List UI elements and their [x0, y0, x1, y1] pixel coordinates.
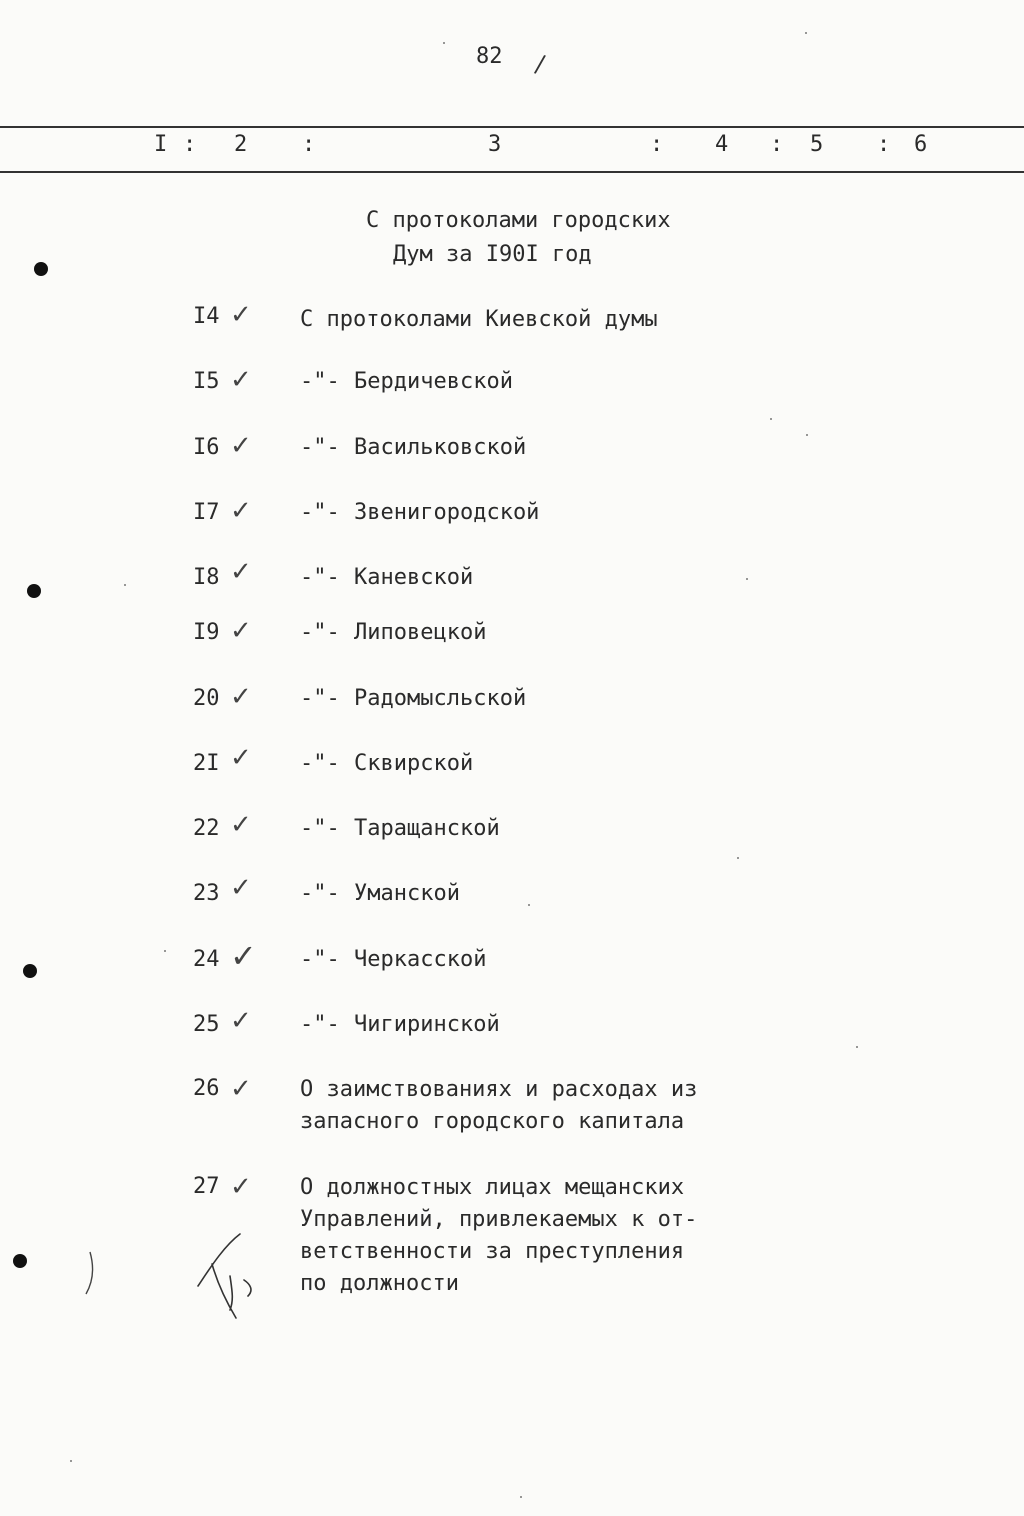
check-mark-icon: ✓ [230, 1172, 252, 1202]
item-number: I9 [193, 620, 220, 645]
ditto-mark: -"- [300, 947, 340, 972]
item-title-line: запасного городского капитала [300, 1109, 685, 1134]
item-title: Уманской [354, 881, 460, 906]
page-number: 82 [476, 44, 503, 69]
ditto-mark: -"- [300, 751, 340, 776]
ditto-mark: -"- [300, 686, 340, 711]
check-mark-icon: ✓ [230, 1006, 252, 1036]
item-title [300, 1074, 697, 1138]
item-number: 23 [193, 881, 220, 906]
item-title: Таращанской [354, 816, 500, 841]
item-title: Сквирской [354, 751, 474, 776]
item-number: 20 [193, 686, 220, 711]
item-title-line: ветственности за преступления [300, 1239, 685, 1264]
column-separator: : [302, 132, 316, 157]
column-header-3: 3 [488, 132, 502, 157]
item-title: Звенигородской [354, 500, 540, 525]
check-mark-icon: ✓ [230, 365, 252, 395]
item-title-line: Управлений, привлекаемых к от- [300, 1207, 698, 1232]
column-separator: : [770, 132, 784, 157]
item-title: Черкасской [354, 947, 487, 972]
item-number: I6 [193, 435, 220, 460]
table-rule-bottom [0, 171, 1024, 173]
check-mark-icon: ✓ [230, 937, 257, 975]
column-separator: : [877, 132, 891, 157]
item-number: I5 [193, 369, 220, 394]
section-title-line: С протоколами городских [366, 208, 671, 233]
column-header-1: I [154, 132, 168, 157]
scan-speck [770, 418, 772, 420]
item-number: 24 [193, 947, 220, 972]
punch-hole [34, 262, 48, 276]
item-title: Радомысльской [354, 686, 527, 711]
item-title: Липовецкой [354, 620, 487, 645]
item-title-line: О должностных лицах мещанских [300, 1175, 685, 1200]
punch-hole [13, 1254, 27, 1268]
scan-speck [856, 1046, 858, 1048]
check-mark-icon: ✓ [230, 1074, 252, 1104]
check-mark-icon: ✓ [230, 743, 252, 773]
item-number: 25 [193, 1012, 220, 1037]
punch-hole [27, 584, 41, 598]
check-mark-icon: ✓ [230, 873, 252, 903]
ditto-mark: -"- [300, 881, 340, 906]
handwritten-signature [190, 1228, 270, 1328]
item-title: Каневской [354, 565, 474, 590]
item-title: С протоколами Киевской думы [300, 307, 658, 332]
column-header-5: 5 [810, 132, 824, 157]
check-mark-icon: ✓ [230, 557, 252, 587]
column-separator: : [183, 132, 197, 157]
scan-speck [805, 32, 807, 34]
ditto-mark: -"- [300, 620, 340, 645]
item-number: 27 [193, 1174, 220, 1199]
page-mark: / [533, 49, 547, 79]
ditto-mark: -"- [300, 816, 340, 841]
scan-speck [746, 578, 748, 580]
item-title-line: О заимствованиях и расходах из [300, 1077, 698, 1102]
scan-speck [528, 904, 530, 906]
item-title-line: по должности [300, 1271, 459, 1296]
table-rule-top [0, 126, 1024, 128]
column-header-6: 6 [914, 132, 928, 157]
ditto-mark: -"- [300, 369, 340, 394]
item-number: I8 [193, 565, 220, 590]
item-title: Чигиринской [354, 1012, 500, 1037]
check-mark-icon: ✓ [230, 496, 252, 526]
column-separator: : [650, 132, 664, 157]
ditto-mark: -"- [300, 565, 340, 590]
pencil-mark [80, 1250, 100, 1300]
scan-speck [443, 42, 445, 44]
scan-speck [70, 1460, 72, 1462]
section-title [366, 204, 671, 272]
check-mark-icon: ✓ [230, 431, 252, 461]
scan-speck [164, 950, 166, 952]
item-number: 2I [193, 751, 220, 776]
scan-speck [737, 857, 739, 859]
punch-hole [23, 964, 37, 978]
scan-speck [806, 434, 808, 436]
item-title [300, 1172, 697, 1300]
item-number: I7 [193, 500, 220, 525]
ditto-mark: -"- [300, 435, 340, 460]
item-number: 26 [193, 1076, 220, 1101]
scan-speck [520, 1496, 522, 1498]
item-number: I4 [193, 304, 220, 329]
scan-speck [124, 584, 126, 586]
check-mark-icon: ✓ [230, 616, 252, 646]
section-title-line: Дум за I90I год [393, 242, 592, 267]
column-header-4: 4 [715, 132, 729, 157]
item-number: 22 [193, 816, 220, 841]
ditto-mark: -"- [300, 1012, 340, 1037]
item-title: Васильковской [354, 435, 527, 460]
ditto-mark: -"- [300, 500, 340, 525]
item-title: Бердичевской [354, 369, 513, 394]
check-mark-icon: ✓ [230, 810, 252, 840]
column-header-2: 2 [234, 132, 248, 157]
check-mark-icon: ✓ [230, 682, 252, 712]
check-mark-icon: ✓ [230, 300, 252, 330]
